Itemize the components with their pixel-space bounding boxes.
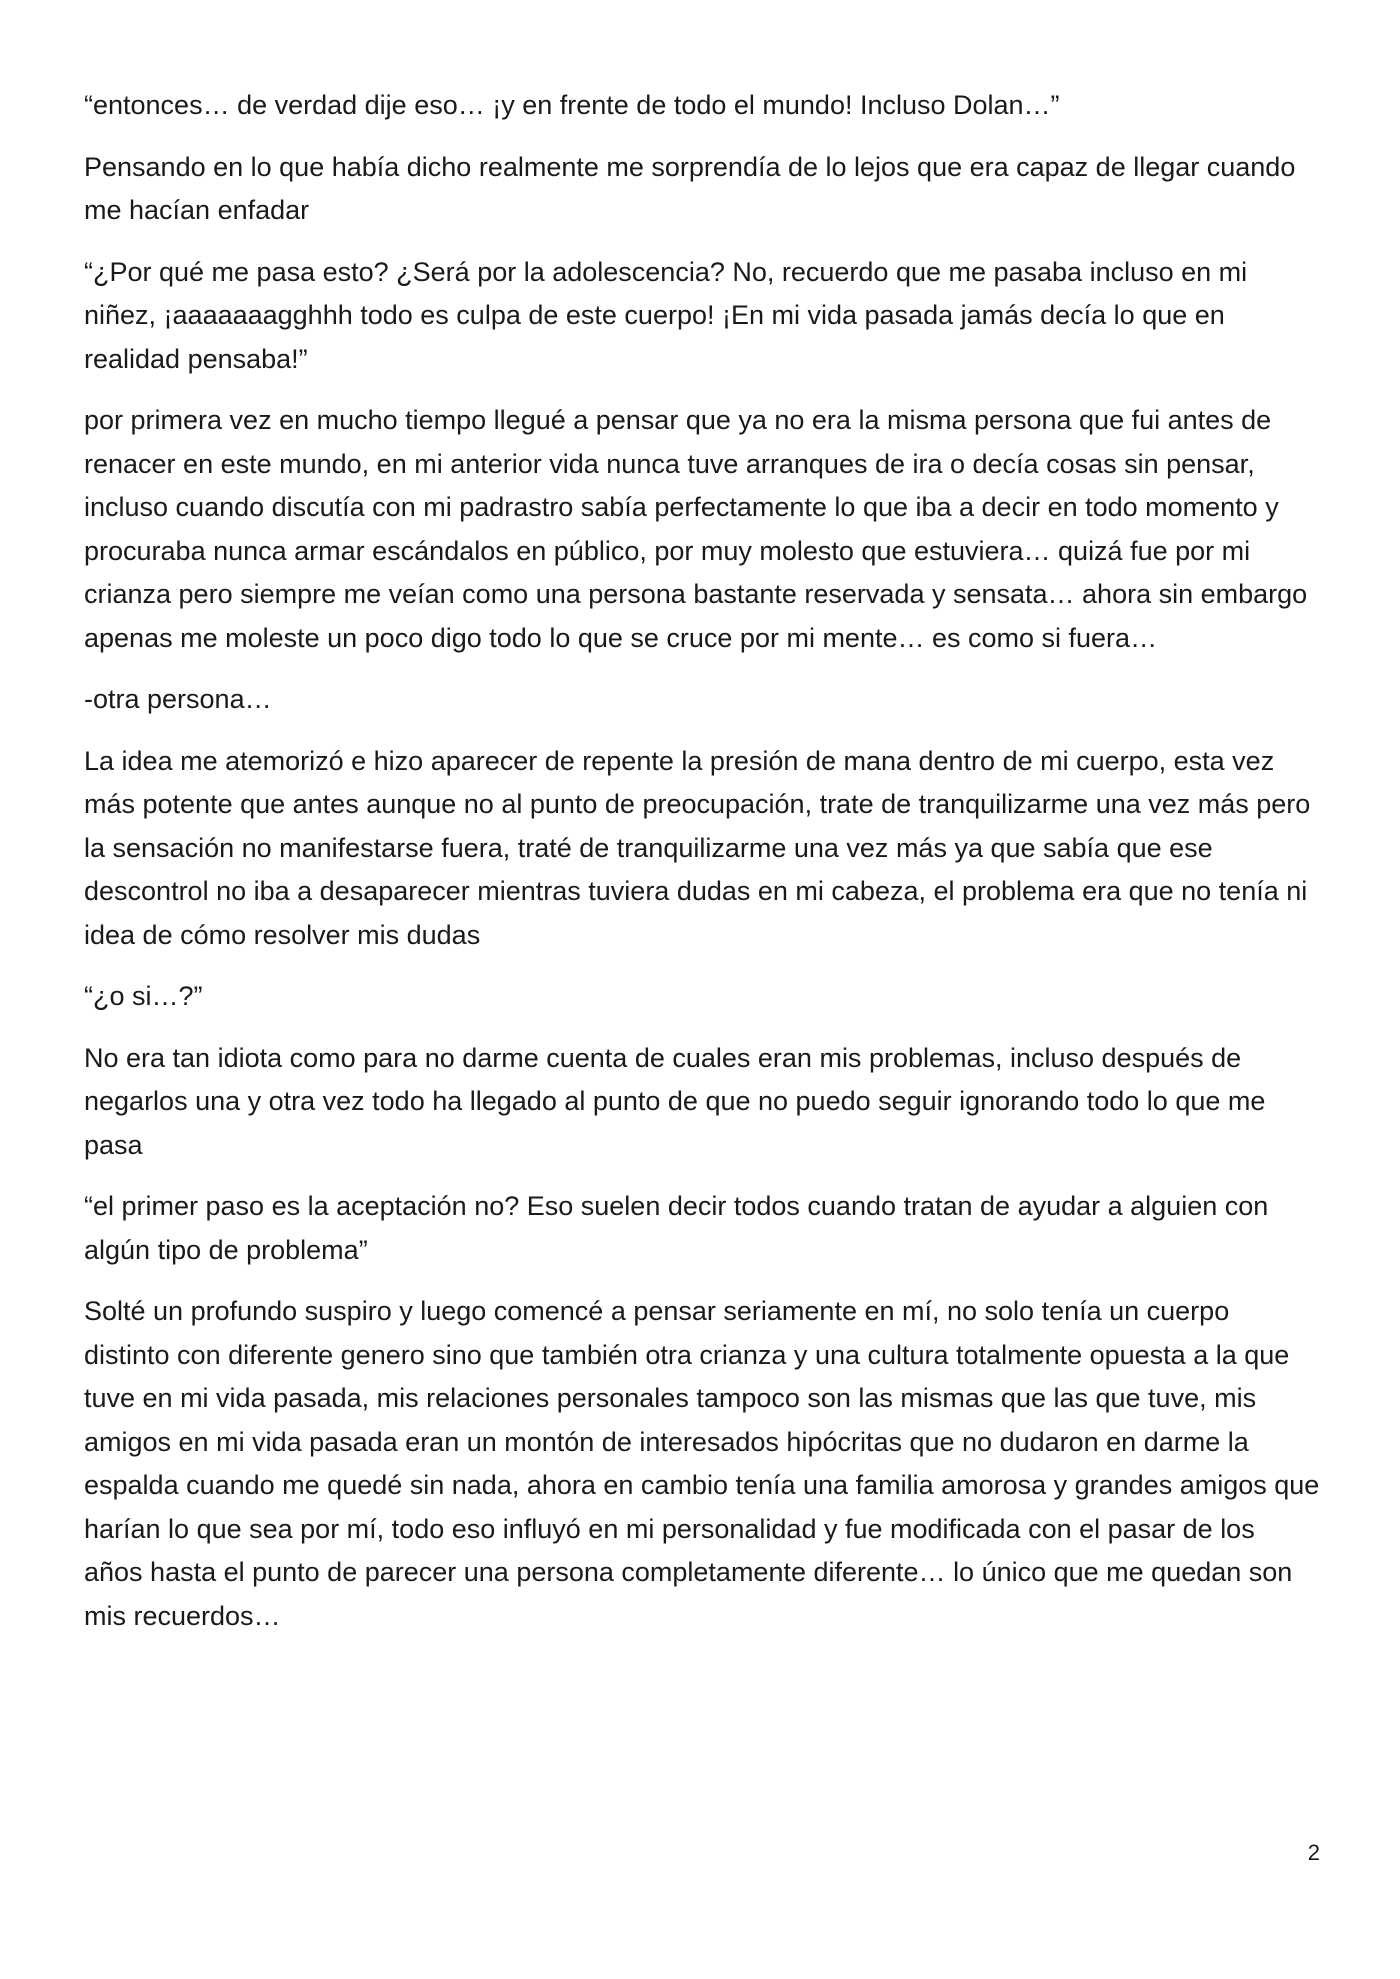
paragraph: “entonces… de verdad dije eso… ¡y en frente de todo el mundo! Incluso Dolan…” <box>84 90 1060 120</box>
paragraph: por primera vez en mucho tiempo llegué a pensar que ya no era la misma persona que fui antes de renacer en este mundo, en mi anterior vida nunca tuve arranques de ira o decía cosas sin pensar, incluso cuando discutía con mi padrastro sabía perfectamente lo que iba a decir en todo momento y procuraba nunca armar escándalos en público, por muy molesto que estuviera… quizá fue por mi crianza pero siempre me veían como una persona bastante reservada y sensata… ahora sin embargo apenas me moleste un poco digo todo lo que se cruce por mi mente… es como si fuera… <box>84 405 1308 653</box>
paragraph: “el primer paso es la aceptación no? Eso suelen decir todos cuando tratan de ayudar a alguien con algún tipo de problema” <box>84 1191 1269 1265</box>
paragraph: No era tan idiota como para no darme cuenta de cuales eran mis problemas, incluso después de negarlos una y otra vez todo ha llegado al punto de que no puedo seguir ignorando todo lo que me pasa <box>84 1042 1266 1160</box>
paragraph: “¿o si…?” <box>84 981 203 1011</box>
body-text <box>84 84 1320 1656</box>
paragraph: La idea me atemorizó e hizo aparecer de repente la presión de mana dentro de mi cuerpo, esta vez más potente que antes aunque no al punto de preocupación, trate de tranquilizarme una vez más pero la sensación no manifestarse fuera, traté de tranquilizarme una vez más ya que sabía que ese descontrol no iba a desaparecer mientras tuviera dudas en mi cabeza, el problema era que no tenía ni idea de cómo resolver mis dudas <box>84 745 1311 950</box>
paragraph: -otra persona… <box>84 684 272 714</box>
paragraph: Pensando en lo que había dicho realmente me sorprendía de lo lejos que era capaz de llegar cuando me hacían enfadar <box>84 151 1296 225</box>
page-number: 2 <box>1307 1840 1320 1865</box>
paragraph: Solté un profundo suspiro y luego comencé a pensar seriamente en mí, no solo tenía un cuerpo distinto con diferente genero sino que también otra crianza y una cultura totalmente opuesta a la que tuve en mi vida pasada, mis relaciones personales tampoco son las mismas que las que tuve, mis amigos en mi vida pasada eran un montón de interesados hipócritas que no dudaron en darme la espalda cuando me quedé sin nada, ahora en cambio tenía una familia amorosa y grandes amigos que harían lo que sea por mí, todo eso influyó en mi personalidad y fue modificada con el pasar de los años hasta el punto de parecer una persona completamente diferente… lo único que me quedan son mis recuerdos… <box>84 1296 1320 1631</box>
paragraph: “¿Por qué me pasa esto? ¿Será por la adolescencia? No, recuerdo que me pasaba incluso en mi niñez, ¡aaaaaaagghhh todo es culpa de este cuerpo! ¡En mi vida pasada jamás decía lo que en realidad pensaba!” <box>84 256 1248 374</box>
